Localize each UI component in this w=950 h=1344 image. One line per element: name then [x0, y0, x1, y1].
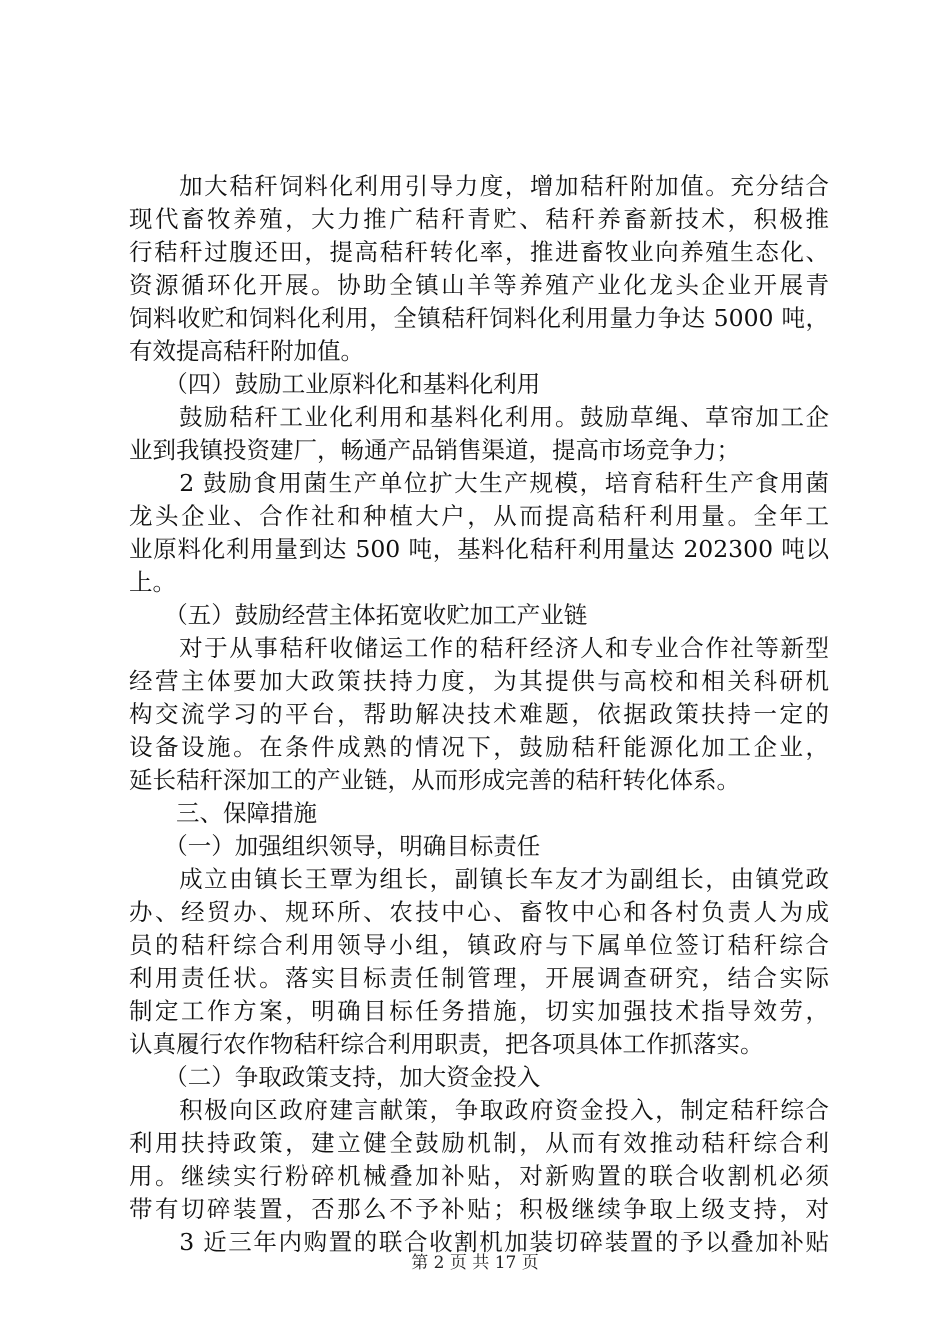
text-line: 鼓励秸秆工业化利用和基料化利用。鼓励草绳、草帘加工企 — [129, 403, 829, 431]
section-heading: （五）鼓励经营主体拓宽收贮加工产业链 — [129, 601, 588, 629]
text-line: 3 近三年内购置的联合收割机加装切碎装置的予以叠加补贴 — [129, 1228, 829, 1256]
text-line: 对于从事秸秆收储运工作的秸秆经济人和专业合作社等新型 — [129, 634, 829, 662]
text-line: 加大秸秆饲料化利用引导力度，增加秸秆附加值。充分结合 — [129, 172, 829, 200]
text-line: 业到我镇投资建厂，畅通产品销售渠道，提高市场竞争力； — [129, 436, 740, 464]
text-line: 有效提高秸秆附加值。 — [129, 337, 364, 365]
text-line: 用。继续实行粉碎机械叠加补贴，对新购置的联合收割机必须 — [129, 1162, 829, 1190]
section-heading: （四）鼓励工业原料化和基料化利用 — [129, 370, 541, 398]
text-line: 利用扶持政策，建立健全鼓励机制，从而有效推动秸秆综合利 — [129, 1129, 829, 1157]
text-line: 饲料收贮和饲料化利用，全镇秸秆饲料化利用量力争达 5000 吨， — [129, 304, 829, 332]
text-line: 资源循环化开展。协助全镇山羊等养殖产业化龙头企业开展青 — [129, 271, 829, 299]
text-line: 构交流学习的平台，帮助解决技术难题，依据政策扶持一定的 — [129, 700, 829, 728]
text-line: 上。 — [129, 568, 176, 596]
text-line: 办、经贸办、规环所、农技中心、畜牧中心和各村负责人为成 — [129, 898, 829, 926]
text-line: 员的秸秆综合利用领导小组，镇政府与下属单位签订秸秆综合 — [129, 931, 829, 959]
text-line: 业原料化利用量到达 500 吨，基料化秸秆利用量达 202300 吨以 — [129, 535, 829, 563]
text-line: 带有切碎装置，否那么不予补贴；积极继续争取上级支持，对 — [129, 1195, 829, 1223]
text-line: 成立由镇长王覃为组长，副镇长车友才为副组长，由镇党政 — [129, 865, 829, 893]
text-line: 龙头企业、合作社和种植大户，从而提高秸秆利用量。全年工 — [129, 502, 829, 530]
text-line: 现代畜牧养殖，大力推广秸秆青贮、秸秆养畜新技术，积极推 — [129, 205, 829, 233]
text-line: 2 鼓励食用菌生产单位扩大生产规模，培育秸秆生产食用菌 — [129, 469, 829, 497]
page-footer: 第 2 页 共 17 页 — [411, 1253, 539, 1273]
text-line: 利用责任状。落实目标责任制管理，开展调查研究，结合实际 — [129, 964, 829, 992]
section-heading: （一）加强组织领导，明确目标责任 — [129, 832, 541, 860]
text-line: 经营主体要加大政策扶持力度，为其提供与高校和相关科研机 — [129, 667, 829, 695]
text-line: 制定工作方案，明确目标任务措施，切实加强技术指导效劳， — [129, 997, 829, 1025]
text-line: 行秸秆过腹还田，提高秸秆转化率，推进畜牧业向养殖生态化、 — [129, 238, 829, 266]
section-heading: （二）争取政策支持，加大资金投入 — [129, 1063, 541, 1091]
text-line: 设备设施。在条件成熟的情况下，鼓励秸秆能源化加工企业， — [129, 733, 829, 761]
text-line: 延长秸秆深加工的产业链，从而形成完善的秸秆转化体系。 — [129, 766, 740, 794]
text-line: 积极向区政府建言献策，争取政府资金投入，制定秸秆综合 — [129, 1096, 829, 1124]
section-heading: 三、保障措施 — [129, 799, 317, 827]
text-line: 认真履行农作物秸秆综合利用职责，把各项具体工作抓落实。 — [129, 1030, 764, 1058]
